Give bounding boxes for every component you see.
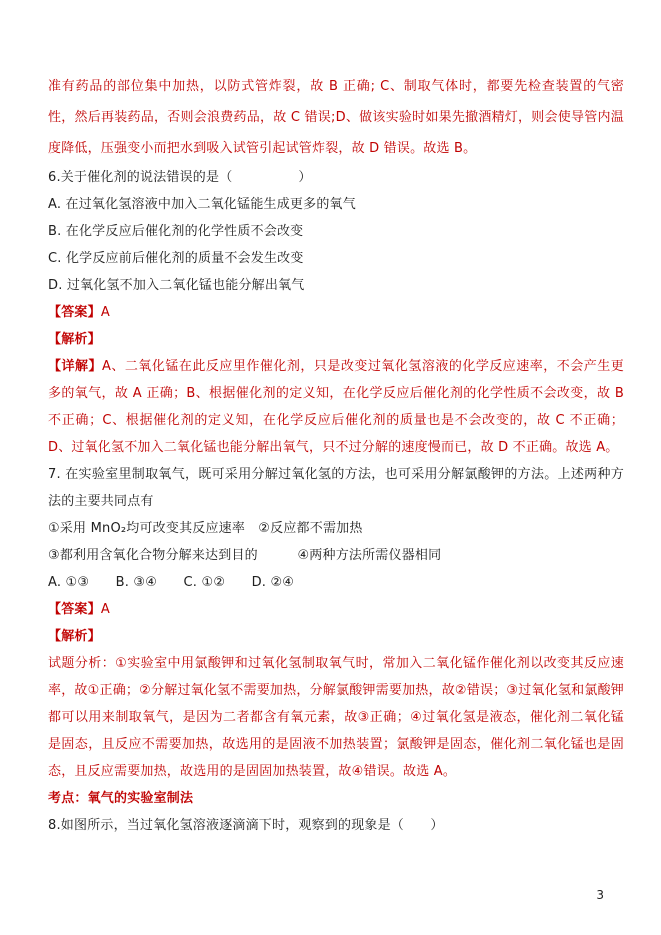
answer-q7 [48,596,624,623]
text-run: ①采用 MnO₂均可改变其反应速率 ②反应都不需加热 [48,521,363,536]
question-7-stem [48,461,624,515]
emphasized-text-run: 考点：氧气的实验室制法 [48,791,194,806]
analysis-label-q6 [48,326,624,353]
text-run: A、二氧化锰在此反应里作催化剂，只是改变过氧化氢溶液的化学反应速率，不会产生更多的氧气，故 A 正确；B、根据催化剂的定义知，在化学反应后催化剂的化学性质不会改变，故 B 不正确；C、根据催化剂的定义知，在化学反应后催化剂的质量也是不会改变的，故 C 不正确；D、过氧化氢不加入二氧化锰也能分解出氧气，只不过分解的速度慢而已，故 D 不正确。故选 A。 [48,359,624,455]
text-run: B. 在化学反应后催化剂的化学性质不会改变 [48,224,304,239]
explanation-q7 [48,650,624,785]
explanation-q6 [48,353,624,461]
page-number: 3 [596,888,604,902]
text-run: A [100,602,110,617]
question-6-option-c [48,245,624,272]
document-body [48,71,624,839]
emphasized-text-run: 【解析】 [48,629,101,644]
emphasized-text-run: 【答案】 [48,305,101,320]
text-run: ③都利用含氧化合物分解来达到目的 ④两种方法所需仪器相同 [48,548,442,563]
emphasized-text-run: 【解析】 [48,332,101,347]
analysis-label-q7 [48,623,624,650]
text-run: 7. 在实验室里制取氧气，既可采用分解过氧化氢的方法，也可采用分解氯酸钾的方法。上述两种方法的主要共同点有 [48,467,624,509]
text-run: 8.如图所示，当过氧化氢溶液逐滴滴下时，观察到的现象是（ ） [48,818,444,833]
exam-point-q7 [48,785,624,812]
text-run: C. 化学反应前后催化剂的质量不会发生改变 [48,251,304,266]
text-run: D. 过氧化氢不加入二氧化锰也能分解出氧气 [48,278,305,293]
question-6-stem [48,164,624,191]
question-6-option-a [48,191,624,218]
question-6-option-d [48,272,624,299]
text-run: 试题分析：①实验室中用氯酸钾和过氧化氢制取氧气时，常加入二氧化锰作催化剂以改变其反应速率，故①正确；②分解过氧化氢不需要加热，分解氯酸钾需要加热，故②错误；③过氧化氢和氯酸钾都可以用来制取氧气，是因为二者都含有氧元素，故③正确；④过氧化氢是液态，催化剂二氧化锰是固态，且反应不需要加热，故选用的是固液不加热装置；氯酸钾是固态，催化剂二氧化锰也是固态，且反应需要加热，故选用的是固固加热装置，故④错误。故选 A。 [48,656,624,779]
question-8-stem [48,812,624,839]
question-7-options [48,569,624,596]
emphasized-text-run: 【详解】 [48,359,102,374]
question-6-option-b [48,218,624,245]
answer-q6 [48,299,624,326]
text-run: A [100,305,110,320]
text-run: 准有药品的部位集中加热，以防式管炸裂，故 B 正确; C、制取气体时，都要先检查装置的气密性，然后再装药品，否则会浪费药品，故 C 错误;D、做该实验时如果先撤酒精灯，则会使导管内温度降低，压强变小而把水到吸入试管引起试管炸裂，故 D 错误。故选 B。 [48,79,624,156]
text-run: A. ①③ B. ③④ C. ①② D. ②④ [48,575,295,590]
question-7-items-1-2 [48,515,624,542]
explanation-q5-continued [48,71,624,164]
emphasized-text-run: 【答案】 [48,602,101,617]
question-7-items-3-4 [48,542,624,569]
text-run: A. 在过氧化氢溶液中加入二氧化锰能生成更多的氧气 [48,197,356,212]
text-run: 6.关于催化剂的说法错误的是（ ） [48,170,312,185]
